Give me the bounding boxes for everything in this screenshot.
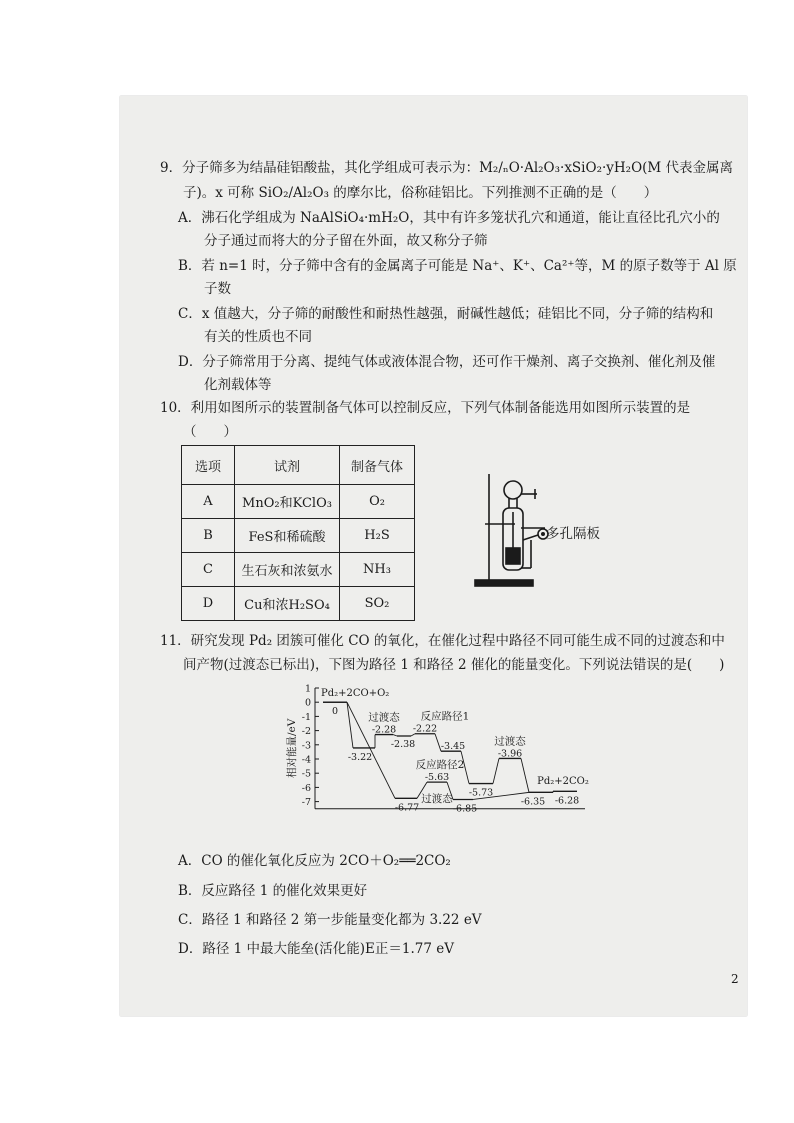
table-header: 制备气体 [340,446,415,485]
data-label: -6.85 [452,803,478,815]
data-label: -6.28 [554,795,580,807]
y-tick-label: -3 [301,740,311,752]
q9-stem-line2: 子)。x 可称 SiO₂/Al₂O₃ 的摩尔比，俗称硅铝比。下列推测不正确的是（ ） [183,185,658,201]
table-cell: MnO₂和KClO₃ [235,485,340,519]
q11-option-c: C．路径 1 和路径 2 第一步能量变化都为 3.22 eV [178,912,482,928]
table-cell: NH₃ [340,553,415,587]
data-label: -3.45 [440,741,466,753]
q9-option-d: D．分子筛常用于分离、提纯气体或液体混合物，还可作干燥剂、离子交换剂、催化剂及催 [178,354,716,370]
y-tick-label: -2 [301,726,311,738]
table-header: 选项 [182,446,235,485]
y-axis-label: 相对能量/eV [286,718,298,779]
q9-option-c: C．x 值越大，分子筛的耐酸性和耐热性越强，耐碱性越低；硅铝比不同，分子筛的结构和 [178,306,714,322]
q10-reagent-table [181,445,415,621]
q9-option-a: A．沸石化学组成为 NaAlSiO₄·mH₂O，其中有许多笼状孔穴和通道，能让直径比孔穴小的 [178,210,720,226]
table-row [182,553,415,587]
page-number: 2 [731,972,739,986]
table-cell: H₂S [340,519,415,553]
q11-option-d: D．路径 1 中最大能垒(活化能)E正＝1.77 eV [178,941,454,957]
q9-stem-line1: 9．分子筛多为结晶硅铝酸盐，其化学组成可表示为：M₂/ₙO·Al₂O₃·xSiO₂·yH₂O(M 代表金属离 [160,160,734,176]
data-label: -2.38 [390,738,416,750]
transition-state-label: 过渡态 [494,735,526,748]
y-tick-label: -5 [301,768,311,780]
table-cell: C [182,553,235,587]
gas-generator-apparatus-figure [465,468,625,613]
table-cell: O₂ [340,485,415,519]
table-header-row [182,446,415,485]
y-tick-label: -7 [301,797,311,809]
table-cell: SO₂ [340,587,415,621]
q11-stem-line2: 间产物(过渡态已标出)，下图为路径 1 和路径 2 催化的能量变化。下列说法错误的是( ) [183,657,725,673]
end-species-label: Pd₂+2CO₂ [537,775,589,787]
energy-profile-chart [285,680,605,845]
q9-option-a-cont: 分子通过而将大的分子留在外面，故又称分子筛 [204,233,488,249]
q9-option-b: B．若 n=1 时，分子筛中含有的金属离子可能是 Na⁺、K⁺、Ca²⁺等，M 的原子数等于 Al 原 [178,258,737,274]
series-label-path2: 反应路径2 [415,759,465,772]
q10-stem-line1: 10．利用如图所示的装置制备气体可以控制反应，下列气体制备能选用如图所示装置的是 [160,400,691,416]
table-cell: 生石灰和浓氨水 [235,553,340,587]
data-label: -2.28 [371,724,397,736]
data-label: -6.77 [394,802,420,814]
q9-option-d-cont: 化剂载体等 [204,377,272,393]
data-label: -3.96 [497,748,523,760]
data-label: -5.73 [468,787,494,799]
path1-connector [521,758,529,792]
table-row [182,519,415,553]
table-header: 试剂 [235,446,340,485]
y-tick-label: -6 [301,782,311,794]
table-cell: D [182,587,235,621]
table-cell: A [182,485,235,519]
transition-state-label: 过渡态 [421,793,453,806]
table-row [182,485,415,519]
start-species-label: Pd₂+2CO+O₂ [321,687,390,699]
q9-option-b-cont: 子数 [204,281,231,297]
table-row [182,587,415,621]
table-cell: B [182,519,235,553]
path1-connector [493,758,499,783]
data-label: -6.35 [520,796,546,808]
q11-stem-line1: 11．研究发现 Pd₂ 团簇可催化 CO 的氧化，在催化过程中路径不同可能生成不同的过渡态和中 [160,633,725,649]
q9-option-c-cont: 有关的性质也不同 [204,329,312,345]
data-label: -2.22 [412,723,438,735]
transition-state-label: 过渡态 [368,711,400,724]
q10-stem-line2: （ ） [183,424,237,440]
series-label-path1: 反应路径1 [420,710,470,723]
data-label: -3.22 [347,751,373,763]
q11-option-a: A．CO 的催化氧化反应为 2CO＋O₂══2CO₂ [178,853,451,869]
data-label: 0 [331,706,339,718]
y-tick-label: 1 [304,683,311,695]
porous-partition-label: 多孔隔板 [546,526,600,542]
table-cell: Cu和浓H₂SO₄ [235,587,340,621]
q11-option-b: B．反应路径 1 的催化效果更好 [178,883,368,899]
y-tick-label: -4 [301,754,311,766]
data-label: -5.63 [424,772,450,784]
y-tick-label: -1 [301,711,311,723]
y-tick-label: 0 [304,697,311,709]
table-cell: FeS和稀硫酸 [235,519,340,553]
